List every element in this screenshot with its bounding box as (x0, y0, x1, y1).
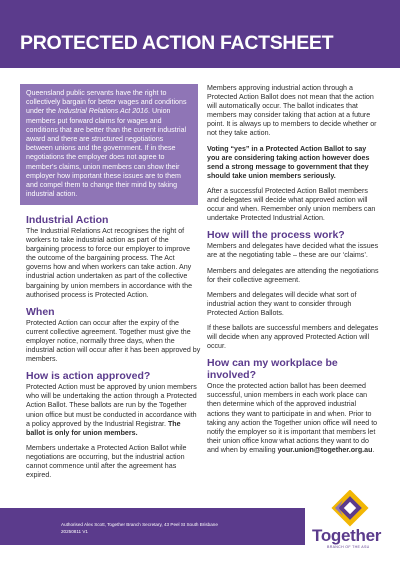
heading-when: When (26, 305, 55, 318)
ballot-meaning-paragraph: Members approving industrial action through a Protected Action Ballot does not mean that the action will automatically occur. The ballot indicates that members may consider taking that action at a future point. It is always up to members to decide whether or not they take action. (207, 84, 377, 138)
right-column (207, 84, 379, 461)
section-process (207, 229, 379, 351)
page-title: PROTECTED ACTION FACTSHEET (20, 32, 334, 54)
logo-mark-icon (310, 490, 390, 530)
intro-text-1: Queensland public servants have the right to collectively bargain for better wages and conditions under the (26, 89, 187, 116)
logo-wordmark: Together (312, 526, 382, 545)
approved-paragraph-2: Members undertake a Protected Action Ballot while negotiations are occurring, but the industrial action cannot commence until after the agreement has expired. (26, 443, 187, 480)
union-email-link[interactable]: your.union@together.org.au (277, 445, 373, 454)
process-paragraph-2: Members and delegates are attending the negotiations for their collective agreement. (207, 266, 379, 284)
involved-text: Once the protected action ballot has been deemed successful, union members in each work place can then determine which of the approved industrial actions they want to participate in and when. Prior to taking any action the Together union office will need to notify the employer so it is important that members let their union office know what actions they want to do and when by emailing (207, 382, 378, 454)
intro-box (20, 84, 198, 205)
section-involved (207, 357, 379, 455)
when-paragraph: Protected Action can occur after the expiry of the current collective agreement. Together must give the employer notice, normally three days, when the industrial action will occur after it has been approved by members. (26, 318, 201, 364)
approved-text: Protected Action must be approved by union members who will be undertaking the action through a Protected Action Ballot. These ballots are run by the Together union office but must be conducted in accordance with a policy approved by the Industrial Registrar. (26, 383, 197, 428)
logo-tagline: BRANCH OF THE ASU (327, 545, 370, 549)
section-when (26, 306, 201, 364)
left-column (26, 214, 201, 486)
intro-act-name: Industrial Relations Act 2016 (57, 107, 148, 116)
process-paragraph-1: Members and delegates have decided what the issues are at the negotiating table – these are our ‘claims’. (207, 242, 379, 260)
heading-industrial-action: Industrial Action (26, 214, 109, 226)
vote-yes-paragraph: Voting “yes” in a Protected Action Ballot to say you are considering taking action however does send a strong message to government that they should take union members seriously. (207, 144, 370, 180)
intro-text-2: . Union members put forward claims for wages and conditions that are better than the current industrial award and there are structured negotiations between unions and the government. If in these negotiations the employer does not agree to member's claims, union members can show their employer how important these issues are to them and compel them to change their mind by taking industrial action. (26, 107, 187, 199)
section-industrial-action (26, 214, 201, 300)
after-ballot-paragraph: After a successful Protected Action Ballot members and delegates will decide what approved action will occur and when. Remember only union members can undertake Protected Industrial Action. (207, 186, 376, 223)
involved-paragraph (207, 382, 379, 455)
header-banner (0, 0, 400, 68)
footer-bar (0, 508, 305, 545)
involved-end: . (372, 445, 375, 454)
approved-paragraph-1 (26, 383, 201, 438)
together-logo (310, 490, 390, 556)
approved-bold-text: The ballot is only for union members. (26, 419, 181, 437)
version-line: 20250811 V1 (61, 529, 88, 534)
process-paragraph-3: Members and delegates will decide what sort of industrial action they want to consider through Protected Action Ballots. (207, 290, 357, 317)
authorisation-line: Authorised Alex Scott, Together Branch Secretary, 43 Peel St South Brisbane (61, 522, 218, 527)
industrial-action-paragraph: The Industrial Relations Act recognises the right of workers to take industrial action as part of the bargaining process to force our employer to improve the outcome of the bargaining process. The Act governs how and when workers can take action. Any industrial action undertaken as part of the collective bargaining by union members in accordance with the authorised process is Protected Action. (26, 227, 193, 299)
section-approved (26, 370, 201, 480)
process-paragraph-4: If these ballots are successful members and delegates will decide when any approved Protected Action will occur. (207, 323, 379, 351)
heading-process: How will the process work? (207, 229, 345, 242)
heading-involved: How can my workplace be involved? (207, 357, 338, 382)
heading-approved: How is action approved? (26, 370, 151, 383)
